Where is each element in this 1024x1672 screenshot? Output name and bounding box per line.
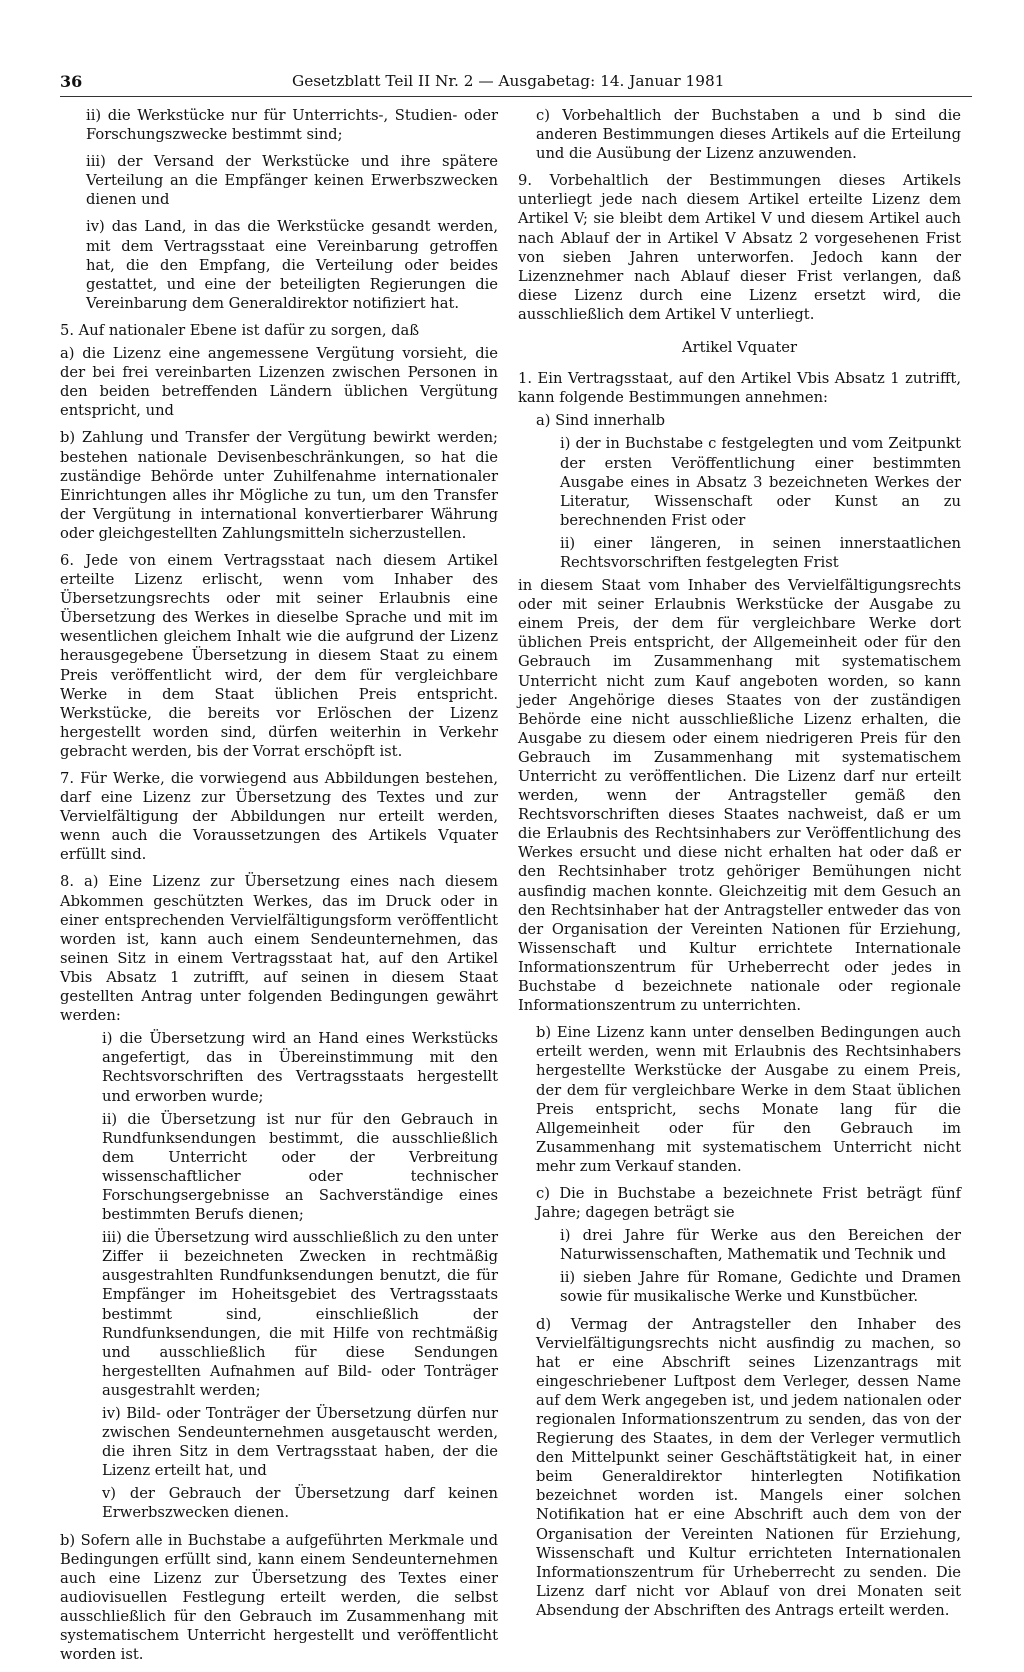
paragraph: iv) Bild- oder Tonträger der Übersetzung dürfen nur zwischen Sendeunternehmen ausgetauscht werden, die ihren Sitz in dem Vertragsstaat haben, der die Lizenz erteilt hat, und bbox=[102, 1405, 498, 1480]
paragraph: ii) die Werkstücke nur für Unterrichts-, Studien- oder Forschungszwecke bestimmt sind; bbox=[86, 107, 498, 144]
paragraph: c) Vorbehaltlich der Buchstaben a und b sind die anderen Bestimmungen dieses Artikels auf die Erteilung und die Ausübung der Lizenz anzuwenden. bbox=[536, 107, 961, 163]
right-column bbox=[518, 106, 961, 1628]
paragraph: i) die Übersetzung wird an Hand eines Werkstücks angefertigt, das in Übereinstimmung mit den Rechtsvorschriften des Vertragsstaats hergestellt und erworben wurde; bbox=[102, 1030, 498, 1105]
paragraph: b) Eine Lizenz kann unter denselben Bedingungen auch erteilt werden, wenn mit Erlaubnis des Rechtsinhabers hergestellte Werkstücke der Ausgabe zu einem Preis, der dem für vergleichbare Werke in dem Staat üblichen Preis entspricht, sechs Monate lang für die Allgemeinheit oder für den Gebrauch im Zusammenhang mit systematischem Unterricht nicht mehr zum Verkauf standen. bbox=[536, 1024, 961, 1175]
paragraph: in diesem Staat vom Inhaber des Vervielfältigungsrechts oder mit seiner Erlaubnis Werkstücke der Ausgabe zu einem Preis, der dem für vergleichbare Werke dort üblichen Preis entspricht, der Allgemeinheit oder für den Gebrauch im Zusammenhang mit systematischem Unterricht nicht zum Kauf angeboten worden, so kann jeder Angehörige dieses Staates von der zuständigen Behörde eine nicht ausschließliche Lizenz erhalten, die Ausgabe zu diesem oder einem niedrigeren Preis für den Gebrauch im Zusammenhang mit systematischem Unterricht zu veröffentlichen. Die Lizenz darf nur erteilt werden, wenn der Antragsteller gemäß den Rechtsvorschriften dieses Staates nachweist, daß er um die Erlaubnis des Rechtsinhabers zur Veröffentlichung des Werkes ersucht und diese nicht erhalten hat oder daß er den Rechtsinhaber trotz gehöriger Bemühungen nicht ausfindig machen konnte. Gleichzeitig mit dem Gesuch an den Rechtsinhaber hat der Antragsteller entweder das von der Organisation der Vereinten Nationen für Erziehung, Wissenschaft und Kultur errichtete Internationale Informationszentrum für Urheberrecht oder jedes in Buchstabe d bezeichnete nationale oder regionale Informationszentrum zu unterrichten. bbox=[518, 577, 961, 1015]
paragraph: c) Die in Buchstabe a bezeichnete Frist beträgt fünf Jahre; dagegen beträgt sie bbox=[536, 1184, 961, 1222]
paragraph: 6. Jede von einem Vertragsstaat nach diesem Artikel erteilte Lizenz erlischt, wenn vom Inhaber des Übersetzungsrechts oder mit seiner Erlaubnis eine Übersetzung des Werkes in dieselbe Sprache und mit im wesentlichen gleichem Inhalt wie die aufgrund der Lizenz herausgegebene Übersetzung in diesem Staat zu einem Preis veröffentlicht wird, der dem für vergleichbare Werke in dem Staat üblichen Preis entspricht. Werkstücke, die bereits vor Erlöschen der Lizenz hergestellt worden sind, dürfen weiterhin in Verkehr gebracht werden, bis der Vorrat erschöpft ist. bbox=[60, 551, 498, 760]
paragraph: b) Zahlung und Transfer der Vergütung bewirkt werden; bestehen nationale Devisenbeschränkungen, so hat die zuständige Behörde unter Zuhilfenahme internationaler Einrichtungen alles ihr Mögliche zu tun, um den Transfer der Vergütung in international konvertierbarer Währung oder gleichgestellten Zahlungsmitteln sicherzustellen. bbox=[60, 429, 498, 542]
running-title: Gesetzblatt Teil II Nr. 2 — Ausgabetag: 14. Januar 1981 bbox=[292, 72, 725, 90]
paragraph: i) drei Jahre für Werke aus den Bereichen der Naturwissenschaften, Mathematik und Technik und bbox=[560, 1227, 961, 1264]
paragraph: iii) der Versand der Werkstücke und ihre spätere Verteilung an die Empfänger keinen Erwerbszwecken dienen und bbox=[86, 153, 498, 209]
page-number: 36 bbox=[60, 72, 83, 91]
paragraph: i) der in Buchstabe c festgelegten und vom Zeitpunkt der ersten Veröffentlichung einer bestimmten Ausgabe eines in Absatz 3 bezeichneten Werkes der Literatur, Wissenschaft oder Kunst an zu berechnenden Frist oder bbox=[560, 435, 961, 529]
paragraph: ii) die Übersetzung ist nur für den Gebrauch in Rundfunksendungen bestimmt, die ausschließlich dem Unterricht oder der Verbreitung wissenschaftlicher oder technischer Forschungsergebnisse an Sachverständige eines bestimmten Berufs dienen; bbox=[102, 1110, 498, 1224]
left-column bbox=[60, 106, 498, 1672]
article-heading: Artikel Vquater bbox=[681, 339, 798, 357]
paragraph: v) der Gebrauch der Übersetzung darf keinen Erwerbszwecken dienen. bbox=[102, 1485, 498, 1522]
paragraph: 8. a) Eine Lizenz zur Übersetzung eines nach diesem Abkommen geschützten Werkes, das im Druck oder in einer entsprechenden Vervielfältigungsform veröffentlicht worden ist, kann auch einem Sendeunternehmen, das seinen Sitz in einem Vertragsstaat hat, auf den Artikel Vbis Absatz 1 zutrifft, auf seinen in diesem Staat gestellten Antrag unter folgenden Bedingungen gewährt werden: bbox=[60, 873, 498, 1025]
paragraph: a) die Lizenz eine angemessene Vergütung vorsieht, die der bei frei vereinbarten Lizenzen zwischen Personen in den beiden betreffenden Ländern üblichen Vergütung entspricht, und bbox=[60, 345, 498, 420]
paragraph: d) Vermag der Antragsteller den Inhaber des Vervielfältigungsrechts nicht ausfindig zu machen, so hat er eine Abschrift seines Lizenzantrags mit eingeschriebener Luftpost dem Verleger, dessen Name auf dem Werk angegeben ist, und jedem nationalen oder regionalen Informationszentrum zu senden, das von der Regierung des Staates, in dem der Verleger vermutlich den Mittelpunkt seiner Geschäftstätigkeit hat, in einer beim Generaldirektor hinterlegten Notifikation bezeichnet worden ist. Mangels einer solchen Notifikation hat er eine Abschrift auch dem von der Organisation der Vereinten Nationen für Erziehung, Wissenschaft und Kultur errichteten Internationalen Informationszentrum für Urheberrecht zu senden. Die Lizenz darf nicht vor Ablauf von drei Monaten seit Absendung der Abschriften des Antrags erteilt werden. bbox=[536, 1315, 961, 1619]
header-rule bbox=[60, 96, 972, 97]
paragraph: ii) einer längeren, in seinen innerstaatlichen Rechtsvorschriften festgelegten Frist bbox=[560, 534, 961, 571]
paragraph: 7. Für Werke, die vorwiegend aus Abbildungen bestehen, darf eine Lizenz zur Übersetzung des Textes und zur Vervielfältigung der Abbildungen nur erteilt werden, wenn auch die Voraussetzungen des Artikels Vquater erfüllt sind. bbox=[60, 770, 498, 864]
right-column-body bbox=[518, 369, 961, 1620]
paragraph: 9. Vorbehaltlich der Bestimmungen dieses Artikels unterliegt jede nach diesem Artikel erteilte Lizenz dem Artikel V; sie bleibt dem Artikel V und diesem Artikel auch nach Ablauf der in Artikel V Absatz 2 vorgesehenen Frist von sieben Jahren unterworfen. Jedoch kann der Lizenznehmer nach Ablauf dieser Frist verlangen, daß diese Lizenz durch eine Lizenz ersetzt wird, die ausschließlich dem Artikel V unterliegt. bbox=[518, 172, 961, 323]
paragraph: iii) die Übersetzung wird ausschließlich zu den unter Ziffer ii bezeichneten Zwecken in rechtmäßig ausgestrahlten Rundfunksendungen benutzt, die für Empfänger im Hoheitsgebiet des Vertragsstaats bestimmt sind, einschließlich der Rundfunksendungen, die mit Hilfe von rechtmäßig und ausschließlich für diese Sendungen hergestellten Aufnahmen auf Bild- oder Tonträger ausgestrahlt werden; bbox=[102, 1229, 498, 1399]
paragraph: iv) das Land, in das die Werkstücke gesandt werden, mit dem Vertragsstaat eine Vereinbarung getroffen hat, die den Empfang, die Verteilung oder beides gestattet, und eine der beteiligten Regierungen die Vereinbarung dem Generaldirektor notifiziert hat. bbox=[86, 218, 498, 312]
right-column-top bbox=[518, 106, 961, 324]
paragraph: ii) sieben Jahre für Romane, Gedichte und Dramen sowie für musikalische Werke und Kunstbücher. bbox=[560, 1269, 961, 1306]
paragraph: 1. Ein Vertragsstaat, auf den Artikel Vbis Absatz 1 zutrifft, kann folgende Bestimmungen annehmen: bbox=[518, 370, 961, 407]
page-header bbox=[60, 72, 972, 94]
paragraph: b) Sofern alle in Buchstabe a aufgeführten Merkmale und Bedingungen erfüllt sind, kann einem Sendeunternehmen auch eine Lizenz zur Übersetzung des Textes einer audiovisuellen Festlegung erteilt werden, die selbst ausschließlich für den Gebrauch im Zusammenhang mit systematischem Unterricht hergestellt und veröffentlicht worden ist. bbox=[60, 1531, 498, 1664]
paragraph: a) Sind innerhalb bbox=[536, 412, 666, 430]
paragraph: 5. Auf nationaler Ebene ist dafür zu sorgen, daß bbox=[60, 321, 420, 339]
